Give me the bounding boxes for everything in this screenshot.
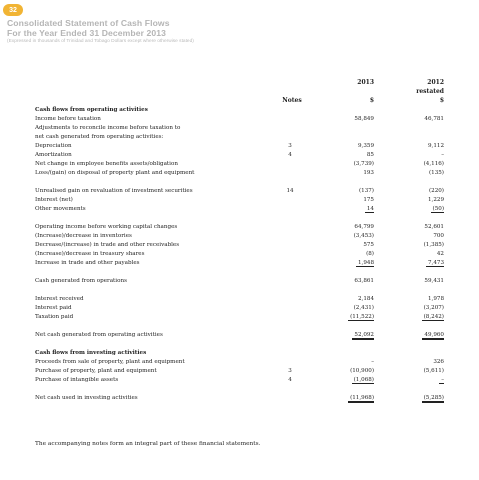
- row-note-ref: 3: [288, 143, 292, 149]
- value-2012: [390, 196, 444, 205]
- table-row: [0, 106, 479, 115]
- table-row: [0, 196, 479, 205]
- value-text: 63,861: [354, 278, 374, 284]
- row-label: Taxation paid: [35, 314, 74, 320]
- row-label: Cash flows from operating activities: [35, 107, 148, 113]
- table-row: [0, 142, 479, 151]
- value-2013: [320, 358, 374, 367]
- value-2012: [390, 394, 444, 403]
- value-text: 193: [363, 170, 374, 176]
- value-2013: [320, 169, 374, 178]
- value-2013: [320, 232, 374, 241]
- row-label: Purchase of property, plant and equipment: [35, 368, 157, 374]
- footer-note: The accompanying notes form an integral part of these financial statements.: [35, 441, 261, 447]
- value-text: (3,453): [353, 233, 374, 239]
- page-number-badge: 32: [3, 4, 23, 16]
- value-2013: [320, 277, 374, 286]
- table-row: [0, 367, 479, 376]
- row-note-ref: 14: [286, 188, 294, 194]
- value-text: 1,229: [427, 197, 444, 203]
- value-2012: [390, 304, 444, 313]
- value-2013: [320, 295, 374, 304]
- value-2012: [390, 241, 444, 250]
- value-text: (135): [428, 170, 444, 176]
- value-text: –: [441, 377, 444, 383]
- value-text: (11,522): [350, 314, 374, 320]
- value-2013: [320, 196, 374, 205]
- value-text: 9,359: [357, 143, 374, 149]
- row-note-ref: 3: [288, 368, 292, 374]
- value-2012: [390, 151, 444, 160]
- value-text: (4,116): [423, 161, 444, 167]
- value-text: 575: [363, 242, 374, 248]
- value-2012: [390, 187, 444, 196]
- row-label: Increase in trade and other payables: [35, 260, 140, 266]
- value-text: 49,960: [424, 332, 444, 338]
- value-2012: [390, 331, 444, 340]
- table-row: [0, 223, 479, 232]
- column-header-2013: 2013: [357, 79, 374, 86]
- value-text: (2,431): [353, 305, 374, 311]
- value-2013: [320, 241, 374, 250]
- row-label: Cash flows from investing activities: [35, 350, 147, 356]
- table-row: [0, 358, 479, 367]
- value-2012: [390, 250, 444, 259]
- column-header-notes: Notes: [282, 97, 302, 104]
- value-2012: [390, 358, 444, 367]
- table-row: [0, 394, 479, 403]
- value-text: 9,112: [427, 143, 444, 149]
- value-text: (8): [366, 251, 374, 257]
- value-2013: [320, 187, 374, 196]
- value-2012: [390, 142, 444, 151]
- table-row: [0, 331, 479, 340]
- value-text: 1,978: [427, 296, 444, 302]
- table-row: [0, 169, 479, 178]
- row-note-ref: 4: [288, 377, 292, 383]
- value-text: (5,611): [423, 368, 444, 374]
- value-text: 64,799: [354, 224, 374, 230]
- row-label: Interest paid: [35, 305, 72, 311]
- value-2013: [320, 205, 374, 214]
- row-label: Other movements: [35, 206, 86, 212]
- row-label: (Increase)/decrease in treasury shares: [35, 251, 145, 257]
- value-2013: [320, 115, 374, 124]
- table-row: [0, 205, 479, 214]
- value-2013: [320, 160, 374, 169]
- value-2013: [320, 142, 374, 151]
- value-text: 85: [366, 152, 374, 158]
- column-header-currency-2012: $: [439, 97, 444, 104]
- value-text: 14: [366, 206, 374, 212]
- table-row: [0, 259, 479, 268]
- value-text: 2,184: [357, 296, 374, 302]
- row-label: Depreciation: [35, 143, 72, 149]
- value-text: (3,207): [423, 305, 444, 311]
- value-text: (10,900): [350, 368, 374, 374]
- value-2013: [320, 259, 374, 268]
- row-label: Income before taxation: [35, 116, 101, 122]
- row-label: Unrealised gain on revaluation of investment securities: [35, 188, 193, 194]
- table-row: [0, 277, 479, 286]
- currency-note: (Expressed in thousands of Trinidad and Tobago Dollars except where otherwise stated): [7, 39, 194, 44]
- value-2013: [320, 151, 374, 160]
- value-2012: [390, 259, 444, 268]
- value-2012: [390, 295, 444, 304]
- value-2013: [320, 223, 374, 232]
- value-2013: [320, 394, 374, 403]
- row-label: Net cash generated from operating activities: [35, 332, 163, 338]
- table-row: [0, 160, 479, 169]
- table-row: [0, 232, 479, 241]
- value-2013: [320, 331, 374, 340]
- row-label: net cash generated from operating activities:: [35, 134, 164, 140]
- value-text: (137): [358, 188, 374, 194]
- value-2012: [390, 223, 444, 232]
- value-2013: [320, 250, 374, 259]
- table-row: [0, 349, 479, 358]
- row-label: Net change in employee benefits assets/obligation: [35, 161, 178, 167]
- value-text: 700: [433, 233, 444, 239]
- row-label: Proceeds from sale of property, plant and equipment: [35, 359, 185, 365]
- table-row: [0, 133, 479, 142]
- row-label: (Increase)/decrease in inventories: [35, 233, 132, 239]
- value-text: 52,092: [354, 332, 374, 338]
- row-label: Purchase of intangible assets: [35, 377, 119, 383]
- value-2012: [390, 376, 444, 385]
- value-text: 52,601: [424, 224, 444, 230]
- value-text: 7,473: [427, 260, 444, 266]
- row-label: Interest (net): [35, 197, 73, 203]
- value-text: (1,385): [423, 242, 444, 248]
- table-row: [0, 313, 479, 322]
- value-text: 1,948: [357, 260, 374, 266]
- row-label: Interest received: [35, 296, 84, 302]
- value-text: 58,849: [354, 116, 374, 122]
- value-text: 326: [433, 359, 444, 365]
- value-text: (220): [428, 188, 444, 194]
- value-2012: [390, 205, 444, 214]
- value-text: –: [371, 359, 374, 365]
- value-2012: [390, 232, 444, 241]
- table-row: [0, 124, 479, 133]
- value-2012: [390, 115, 444, 124]
- column-header-currency-2013: $: [369, 97, 374, 104]
- value-2013: [320, 367, 374, 376]
- table-row: [0, 295, 479, 304]
- table-row: [0, 304, 479, 313]
- row-label: Cash generated from operations: [35, 278, 127, 284]
- column-header-2012: 2012: [427, 79, 444, 86]
- value-text: –: [441, 152, 444, 158]
- row-label: Net cash used in investing activities: [35, 395, 138, 401]
- table-row: [0, 376, 479, 385]
- row-label: Loss/(gain) on disposal of property plant and equipment: [35, 170, 195, 176]
- value-text: 46,781: [424, 116, 444, 122]
- value-2013: [320, 313, 374, 322]
- value-text: 42: [436, 251, 444, 257]
- value-text: (50): [432, 206, 444, 212]
- value-text: (3,739): [353, 161, 374, 167]
- value-text: 59,431: [424, 278, 444, 284]
- table-row: [0, 250, 479, 259]
- value-text: (8,242): [423, 314, 444, 320]
- row-label: Decrease/(increase) in trade and other receivables: [35, 242, 180, 248]
- table-row: [0, 241, 479, 250]
- value-text: (11,968): [350, 395, 374, 401]
- table-row: [0, 187, 479, 196]
- value-text: (1,068): [353, 377, 374, 383]
- row-label: Adjustments to reconcile income before taxation to: [35, 125, 181, 131]
- statement-title: Consolidated Statement of Cash Flows: [7, 18, 170, 28]
- value-2012: [390, 169, 444, 178]
- value-2012: [390, 313, 444, 322]
- statement-subtitle: For the Year Ended 31 December 2013: [7, 28, 167, 38]
- value-2013: [320, 376, 374, 385]
- value-2013: [320, 304, 374, 313]
- row-label: Amortization: [35, 152, 72, 158]
- table-row: [0, 115, 479, 124]
- column-header-restated: restated: [416, 88, 444, 95]
- row-note-ref: 4: [288, 152, 292, 158]
- value-text: (5,285): [423, 395, 444, 401]
- row-label: Operating income before working capital changes: [35, 224, 178, 230]
- value-2012: [390, 367, 444, 376]
- value-text: 175: [363, 197, 374, 203]
- table-row: [0, 151, 479, 160]
- value-2012: [390, 160, 444, 169]
- value-2012: [390, 277, 444, 286]
